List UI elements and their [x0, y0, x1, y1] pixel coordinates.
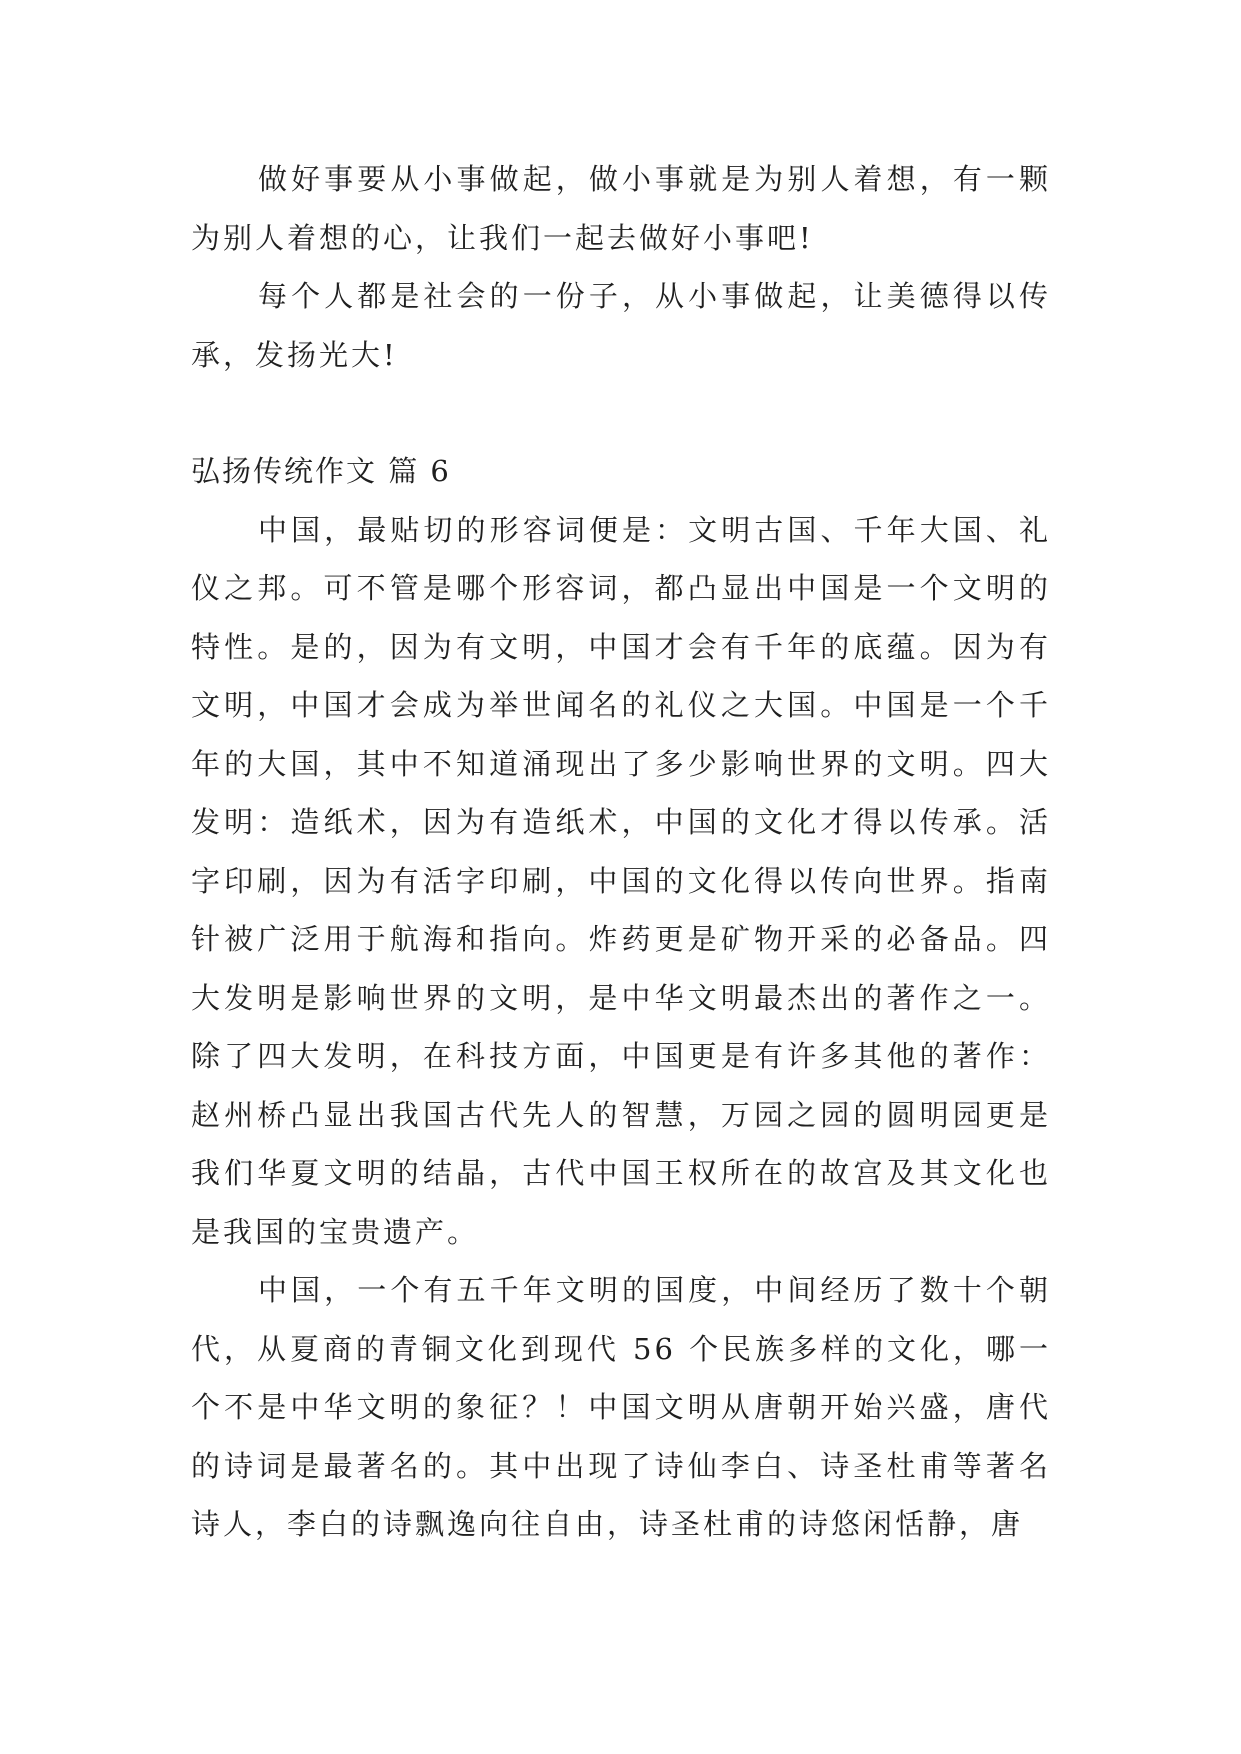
- section-paragraph: 中国，一个有五千年文明的国度，中间经历了数十个朝代，从夏商的青铜文化到现代 56 个民族多样的文化，哪一个不是中华文明的象征？！中国文明从唐朝开始兴盛，唐代的诗词是最著名的。其中出现了诗仙李白、诗圣杜甫等著名诗人，李白的诗飘逸向往自由，诗圣杜甫的诗悠闲恬静，唐: [191, 1273, 1051, 1541]
- section-heading: 弘扬传统作文 篇 6: [191, 454, 451, 488]
- intro-paragraph: 做好事要从小事做起，做小事就是为别人着想，有一颗为别人着想的心，让我们一起去做好小事吧!: [191, 162, 1051, 255]
- section-paragraph: 中国，最贴切的形容词便是：文明古国、千年大国、礼仪之邦。可不管是哪个形容词，都凸显出中国是一个文明的特性。是的，因为有文明，中国才会有千年的底蕴。因为有文明，中国才会成为举世闻名的礼仪之大国。中国是一个千年的大国，其中不知道涌现出了多少影响世界的文明。四大发明：造纸术，因为有造纸术，中国的文化才得以传承。活字印刷，因为有活字印刷，中国的文化得以传向世界。指南针被广泛用于航海和指向。炸药更是矿物开采的必备品。四大发明是影响世界的文明，是中华文明最杰出的著作之一。除了四大发明，在科技方面，中国更是有许多其他的著作：赵州桥凸显出我国古代先人的智慧，万园之园的圆明园更是我们华夏文明的结晶，古代中国王权所在的故宫及其文化也是我国的宝贵遗产。: [191, 512, 1051, 1249]
- intro-paragraph: 每个人都是社会的一份子，从小事做起，让美德得以传承，发扬光大!: [191, 279, 1051, 372]
- document-body: [191, 150, 1051, 1554]
- section-gap: [191, 384, 1051, 442]
